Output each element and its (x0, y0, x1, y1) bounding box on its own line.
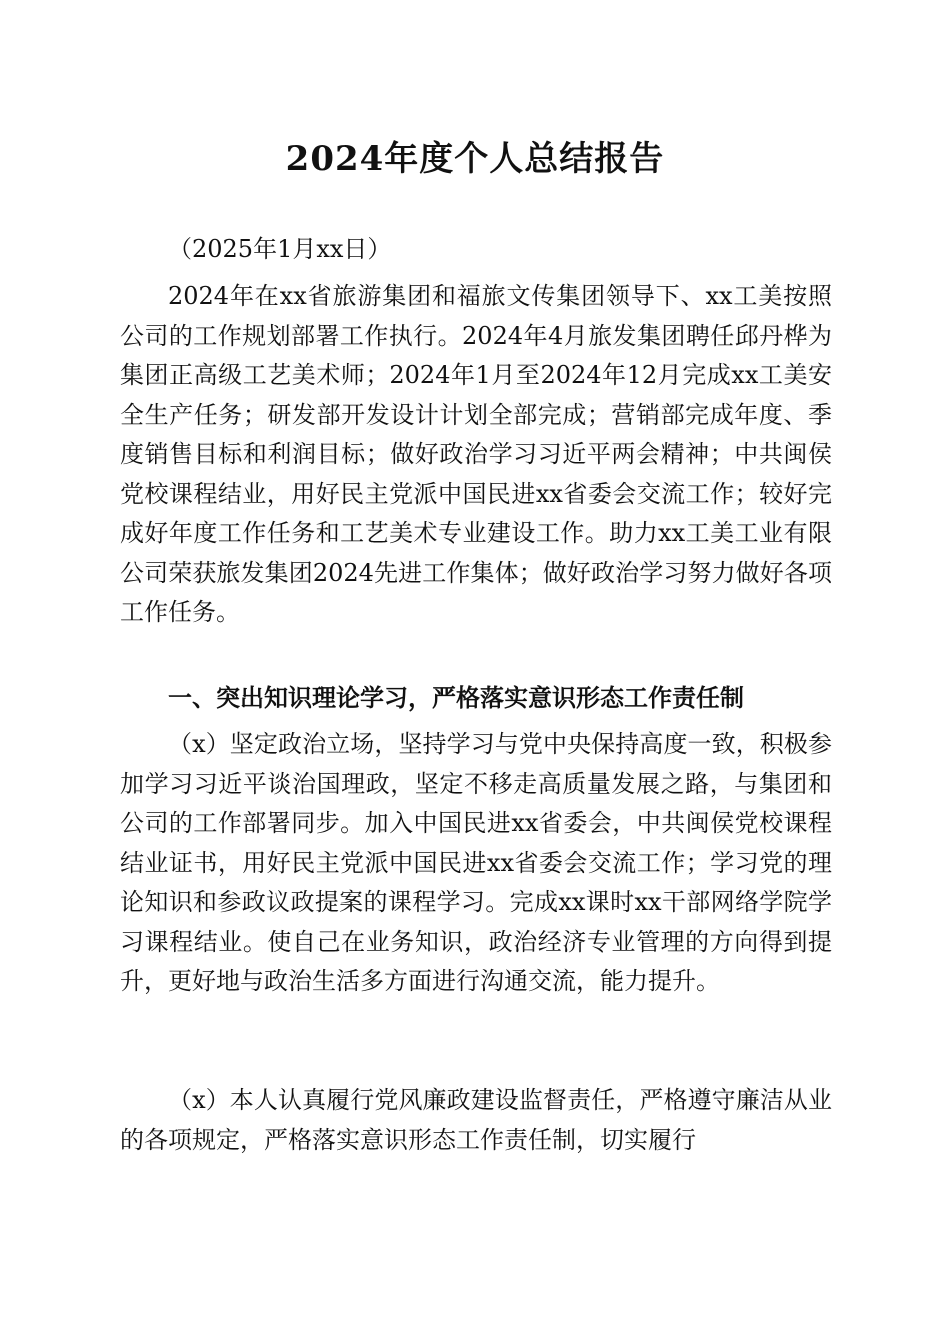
section1-paragraph-2: （x）本人认真履行党风廉政建设监督责任，严格遵守廉洁从业的各项规定，严格落实意识形态工作责任制，切实履行 (120, 1086, 832, 1154)
report-date: （2025年1月xx日） (168, 235, 392, 263)
intro-paragraph: 2024年在xx省旅游集团和福旅文传集团领导下、xx工美按照公司的工作规划部署工作执行。2024年4月旅发集团聘任邱丹桦为集团正高级工艺美术师；2024年1月至2024年12月完成xx工美安全生产任务；研发部开发设计计划全部完成；营销部完成年度、季度销售目标和利润目标；做好政治学习习近平两会精神；中共闽侯党校课程结业，用好民主党派中国民进xx省委会交流工作；较好完成好年度工作任务和工艺美术专业建设工作。助力xx工美工业有限公司荣获旅发集团2024先进工作集体；做好政治学习努力做好各项工作任务。 (120, 282, 832, 626)
section-heading-1: 一、突出知识理论学习，严格落实意识形态工作责任制 (168, 684, 744, 712)
document-title: 2024年度个人总结报告 (285, 139, 665, 179)
section1-paragraph-1: （x）坚定政治立场，坚持学习与党中央保持高度一致，积极参加学习习近平谈治国理政，坚定不移走高质量发展之路，与集团和公司的工作部署同步。加入中国民进xx省委会，中共闽侯党校课程结业证书，用好民主党派中国民进xx省委会交流工作；学习党的理论知识和参政议政提案的课程学习。完成xx课时xx干部网络学院学习课程结业。使自己在业务知识，政治经济专业管理的方向得到提升，更好地与政治生活多方面进行沟通交流，能力提升。 (120, 730, 832, 995)
